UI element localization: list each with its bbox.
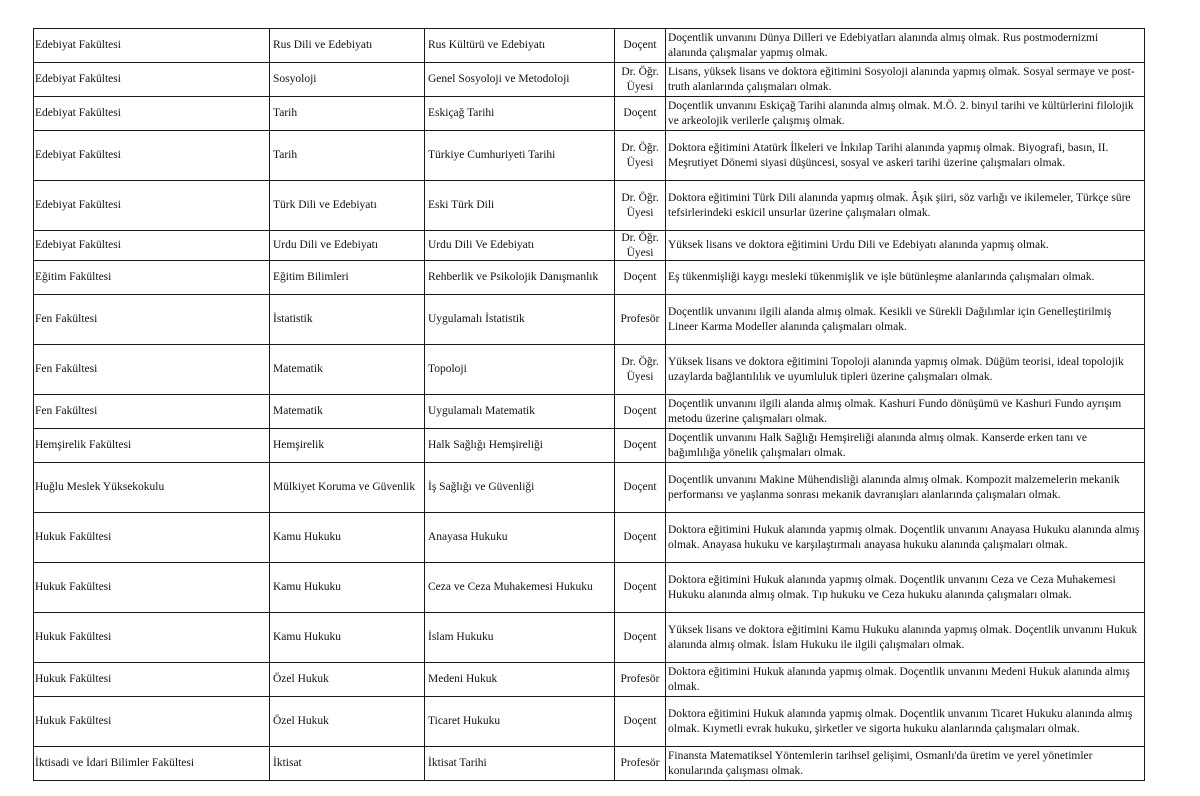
cell-title: Doçent xyxy=(615,429,666,463)
cell-title: Doçent xyxy=(615,697,666,747)
cell-title: Doçent xyxy=(615,97,666,131)
cell-area: Urdu Dili Ve Edebiyatı xyxy=(425,231,615,261)
cell-department: Özel Hukuk xyxy=(270,697,425,747)
cell-title: Doçent xyxy=(615,29,666,63)
table-row xyxy=(34,63,1145,97)
cell-area: Anayasa Hukuku xyxy=(425,513,615,563)
table-row xyxy=(34,563,1145,613)
cell-department: Rus Dili ve Edebiyatı xyxy=(270,29,425,63)
cell-unit: Fen Fakültesi xyxy=(34,345,270,395)
table-row xyxy=(34,663,1145,697)
cell-title: Doçent xyxy=(615,463,666,513)
cell-requirement: Doktora eğitimini Türk Dili alanında yapmış olmak. Âşık şiiri, söz varlığı ve ikilemeler, Türkçe süre tefsirlerindeki eskicil unsurlar üzerine çalışmaları olmak. xyxy=(666,181,1145,231)
cell-title: Dr. Öğr. Üyesi xyxy=(615,231,666,261)
table-row xyxy=(34,613,1145,663)
cell-department: Hemşirelik xyxy=(270,429,425,463)
cell-title: Dr. Öğr. Üyesi xyxy=(615,63,666,97)
cell-requirement: Doçentlik unvanını ilgili alanda almış olmak. Kashuri Fundo dönüşümü ve Kashuri Fundo ayrışım metodu üzerine çalışmaları olmak. xyxy=(666,395,1145,429)
cell-title: Dr. Öğr. Üyesi xyxy=(615,181,666,231)
table-row xyxy=(34,747,1145,781)
cell-requirement: Doçentlik unvanını ilgili alanda almış olmak. Kesikli ve Sürekli Dağılımlar için Genelleştirilmiş Lineer Karma Modeller alanında çalışmaları olmak. xyxy=(666,295,1145,345)
cell-requirement: Doktora eğitimini Hukuk alanında yapmış olmak. Doçentlik unvanını Medeni Hukuk alanında almış olmak. xyxy=(666,663,1145,697)
cell-department: Tarih xyxy=(270,131,425,181)
table-row xyxy=(34,697,1145,747)
positions-table-sheet xyxy=(33,28,1145,781)
cell-title: Profesör xyxy=(615,295,666,345)
cell-unit: Hukuk Fakültesi xyxy=(34,697,270,747)
cell-unit: Fen Fakültesi xyxy=(34,295,270,345)
positions-table xyxy=(33,28,1145,781)
table-row xyxy=(34,513,1145,563)
cell-unit: Hukuk Fakültesi xyxy=(34,563,270,613)
cell-area: Türkiye Cumhuriyeti Tarihi xyxy=(425,131,615,181)
cell-area: Ticaret Hukuku xyxy=(425,697,615,747)
table-row xyxy=(34,97,1145,131)
cell-requirement: Doçentlik unvanını Eskiçağ Tarihi alanında almış olmak. M.Ö. 2. binyıl tarihi ve kültürlerini filolojik ve arkeolojik verilerle çalışmış olmak. xyxy=(666,97,1145,131)
cell-area: İş Sağlığı ve Güvenliği xyxy=(425,463,615,513)
cell-department: Tarih xyxy=(270,97,425,131)
cell-unit: Hemşirelik Fakültesi xyxy=(34,429,270,463)
cell-unit: Hukuk Fakültesi xyxy=(34,513,270,563)
cell-department: Sosyoloji xyxy=(270,63,425,97)
cell-department: İktisat xyxy=(270,747,425,781)
cell-area: İktisat Tarihi xyxy=(425,747,615,781)
cell-department: Özel Hukuk xyxy=(270,663,425,697)
cell-requirement: Doktora eğitimini Hukuk alanında yapmış olmak. Doçentlik unvanını Anayasa Hukuku alanında almış olmak. Anayasa hukuku ve karşılaştırmalı anayasa hukuku alanında çalışmaları olmak. xyxy=(666,513,1145,563)
cell-requirement: Doçentlik unvanını Makine Mühendisliği alanında almış olmak. Kompozit malzemelerin mekanik performansı ve yaşlanma sonrası mekanik davranışları alanlarında çalışmaları olmak. xyxy=(666,463,1145,513)
cell-department: Matematik xyxy=(270,395,425,429)
table-row xyxy=(34,181,1145,231)
cell-area: Uygulamalı İstatistik xyxy=(425,295,615,345)
cell-requirement: Doktora eğitimini Atatürk İlkeleri ve İnkılap Tarihi alanında yapmış olmak. Biyografi, basın, II. Meşrutiyet Dönemi siyasi düşüncesi, sosyal ve askeri tarihi üzerine çalışmaları olmak. xyxy=(666,131,1145,181)
cell-requirement: Yüksek lisans ve doktora eğitimini Urdu Dili ve Edebiyatı alanında yapmış olmak. xyxy=(666,231,1145,261)
cell-unit: Edebiyat Fakültesi xyxy=(34,231,270,261)
cell-requirement: Doçentlik unvanını Halk Sağlığı Hemşireliği alanında almış olmak. Kanserde erken tanı ve bağımlılığa yönelik çalışmaları olmak. xyxy=(666,429,1145,463)
cell-title: Profesör xyxy=(615,747,666,781)
cell-title: Dr. Öğr. Üyesi xyxy=(615,131,666,181)
cell-area: Genel Sosyoloji ve Metodoloji xyxy=(425,63,615,97)
cell-area: Medeni Hukuk xyxy=(425,663,615,697)
cell-unit: Hukuk Fakültesi xyxy=(34,663,270,697)
table-row xyxy=(34,231,1145,261)
table-row xyxy=(34,345,1145,395)
cell-unit: Edebiyat Fakültesi xyxy=(34,29,270,63)
cell-unit: Eğitim Fakültesi xyxy=(34,261,270,295)
cell-requirement: Yüksek lisans ve doktora eğitimini Topoloji alanında yapmış olmak. Düğüm teorisi, ideal topolojik uzaylarda bağlantılılık ve uyumluluk tipleri üzerine çalışmaları olmak. xyxy=(666,345,1145,395)
cell-area: Rus Kültürü ve Edebiyatı xyxy=(425,29,615,63)
cell-unit: Edebiyat Fakültesi xyxy=(34,97,270,131)
cell-requirement: Doktora eğitimini Hukuk alanında yapmış olmak. Doçentlik unvanını Ticaret Hukuku alanında almış olmak. Kıymetli evrak hukuku, şirketler ve sigorta hukuku alanlarında çalışmaları olmak. xyxy=(666,697,1145,747)
table-row xyxy=(34,463,1145,513)
cell-title: Doçent xyxy=(615,613,666,663)
cell-title: Doçent xyxy=(615,563,666,613)
cell-area: Eski Türk Dili xyxy=(425,181,615,231)
cell-area: Ceza ve Ceza Muhakemesi Hukuku xyxy=(425,563,615,613)
cell-requirement: Lisans, yüksek lisans ve doktora eğitimini Sosyoloji alanında yapmış olmak. Sosyal sermaye ve post-truth alanlarında çalışmaları olmak. xyxy=(666,63,1145,97)
cell-title: Doçent xyxy=(615,395,666,429)
cell-unit: İktisadi ve İdari Bilimler Fakültesi xyxy=(34,747,270,781)
cell-department: Eğitim Bilimleri xyxy=(270,261,425,295)
cell-requirement: Eş tükenmişliği kaygı mesleki tükenmişlik ve işle bütünleşme alanlarında çalışmaları olmak. xyxy=(666,261,1145,295)
cell-area: Rehberlik ve Psikolojik Danışmanlık xyxy=(425,261,615,295)
cell-title: Doçent xyxy=(615,261,666,295)
table-row xyxy=(34,131,1145,181)
cell-department: Kamu Hukuku xyxy=(270,513,425,563)
cell-department: İstatistik xyxy=(270,295,425,345)
cell-unit: Edebiyat Fakültesi xyxy=(34,131,270,181)
cell-area: Eskiçağ Tarihi xyxy=(425,97,615,131)
cell-area: İslam Hukuku xyxy=(425,613,615,663)
cell-unit: Huğlu Meslek Yüksekokulu xyxy=(34,463,270,513)
cell-title: Dr. Öğr. Üyesi xyxy=(615,345,666,395)
cell-unit: Edebiyat Fakültesi xyxy=(34,181,270,231)
cell-area: Uygulamalı Matematik xyxy=(425,395,615,429)
cell-department: Kamu Hukuku xyxy=(270,613,425,663)
table-row xyxy=(34,29,1145,63)
table-row xyxy=(34,429,1145,463)
cell-requirement: Doktora eğitimini Hukuk alanında yapmış olmak. Doçentlik unvanını Ceza ve Ceza Muhakemesi Hukuku alanında almış olmak. Tıp hukuku ve Ceza hukuku alanında çalışmaları olmak. xyxy=(666,563,1145,613)
cell-department: Matematik xyxy=(270,345,425,395)
cell-area: Halk Sağlığı Hemşireliği xyxy=(425,429,615,463)
cell-title: Profesör xyxy=(615,663,666,697)
cell-unit: Edebiyat Fakültesi xyxy=(34,63,270,97)
cell-unit: Fen Fakültesi xyxy=(34,395,270,429)
cell-area: Topoloji xyxy=(425,345,615,395)
cell-requirement: Finansta Matematiksel Yöntemlerin tarihsel gelişimi, Osmanlı'da üretim ve yerel yönetimler konularında çalışması olmak. xyxy=(666,747,1145,781)
cell-title: Doçent xyxy=(615,513,666,563)
cell-requirement: Yüksek lisans ve doktora eğitimini Kamu Hukuku alanında yapmış olmak. Doçentlik unvanını Hukuk alanında almış olmak. İslam Hukuku ile ilgili çalışmaları olmak. xyxy=(666,613,1145,663)
cell-unit: Hukuk Fakültesi xyxy=(34,613,270,663)
cell-requirement: Doçentlik unvanını Dünya Dilleri ve Edebiyatları alanında almış olmak. Rus postmodernizmi alanında çalışmalar yapmış olmak. xyxy=(666,29,1145,63)
table-row xyxy=(34,395,1145,429)
table-row xyxy=(34,295,1145,345)
cell-department: Kamu Hukuku xyxy=(270,563,425,613)
table-row xyxy=(34,261,1145,295)
cell-department: Türk Dili ve Edebiyatı xyxy=(270,181,425,231)
cell-department: Urdu Dili ve Edebiyatı xyxy=(270,231,425,261)
positions-table-body xyxy=(34,29,1145,781)
cell-department: Mülkiyet Koruma ve Güvenlik xyxy=(270,463,425,513)
